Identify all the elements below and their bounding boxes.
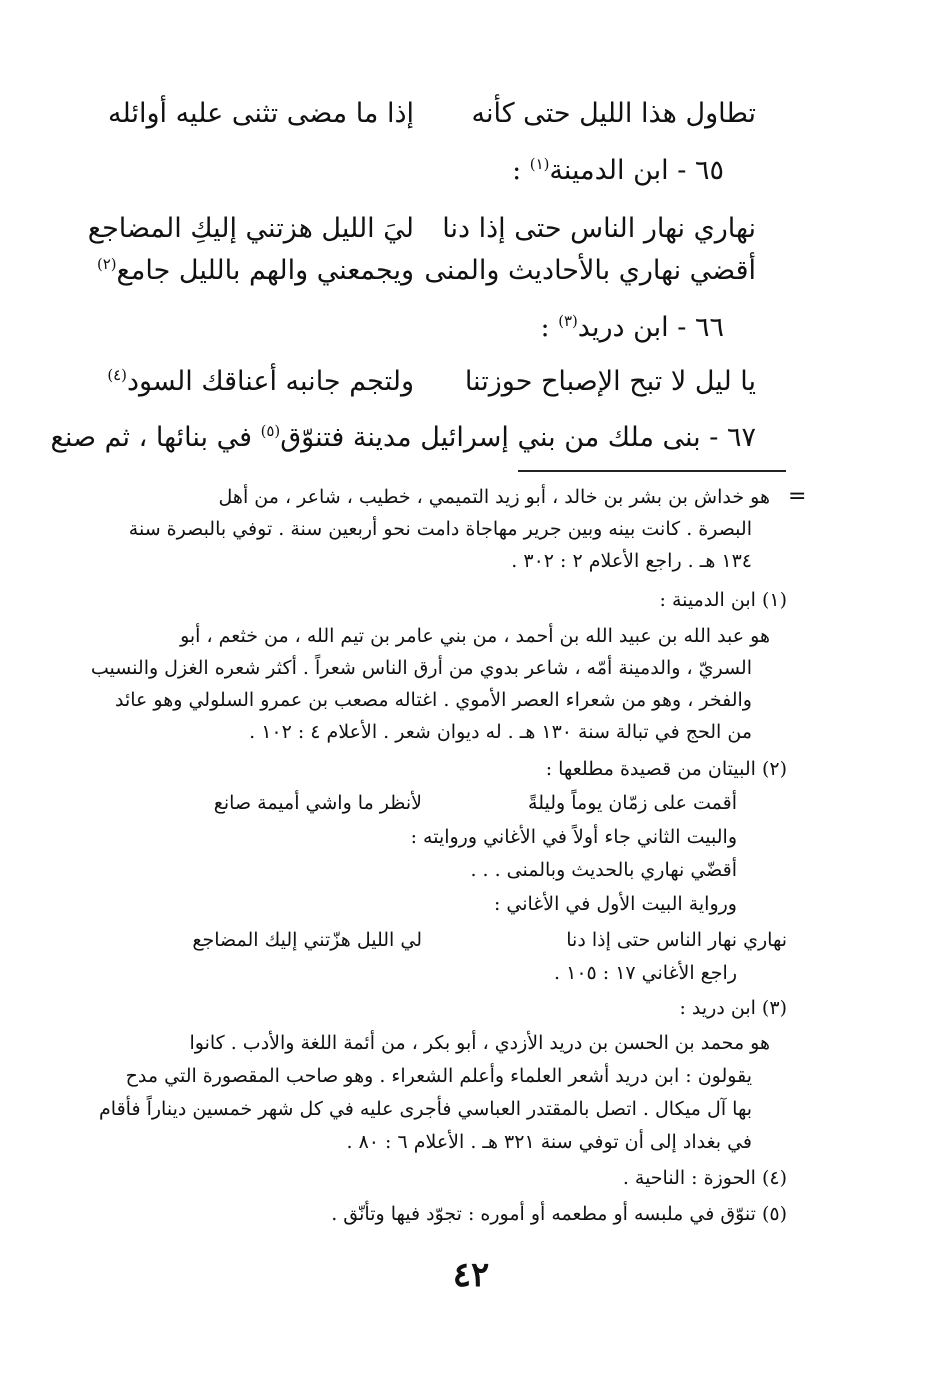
colon: : xyxy=(512,155,522,186)
footnote-2-verse2-right: نهاري نهار الناس حتى إذا دنا xyxy=(566,929,787,951)
footnote-ref: (٢) xyxy=(96,255,117,273)
footnote-ref: (٤) xyxy=(107,366,127,384)
footnote-5: (٥) تنوّق في ملبسه أو مطعمه أو أموره : تجوّد فيها وتأنّق . xyxy=(331,1203,787,1225)
page-number: ٤٢ xyxy=(452,1255,490,1295)
entry-number: ٦٥ - xyxy=(677,155,724,186)
footnote-1-line: من الحج في تبالة سنة ١٣٠ هـ . له ديوان شعر . الأعلام ٤ : ١٠٢ . xyxy=(249,721,752,743)
entry-text: ٦٧ - بنى ملك من بني إسرائيل مدينة فتنوّق xyxy=(280,422,756,453)
footnote-3-heading: (٣) ابن دريد : xyxy=(679,997,787,1019)
footnote-ref: (٣) xyxy=(558,312,578,330)
footnote-3-line: هو محمد بن الحسن بن دريد الأزدي ، أبو بكر ، من أئمة اللغة والأدب . كانوا xyxy=(189,1032,770,1054)
footnote-cont-line: البصرة . كانت بينه وبين جرير مهاجاة دامت نحو أربعين سنة . توفي بالبصرة سنة xyxy=(128,518,752,540)
footnote-2-verse-right: أقمت على زمّان يوماً وليلةً xyxy=(528,792,737,814)
verse-2b-right: أقضي نهاري بالأحاديث والمنى xyxy=(424,255,756,286)
entry-67-text xyxy=(51,422,756,453)
footnote-1-line: هو عبد الله بن عبيد الله بن أحمد ، من بني عامر بن تيم الله ، من خثعم ، أبو xyxy=(180,625,770,647)
verse-3-left xyxy=(107,366,414,397)
footnote-ref: (١) xyxy=(529,155,550,173)
footnote-2-line: ورواية البيت الأول في الأغاني : xyxy=(493,893,737,915)
footnote-2-line: راجع الأغاني ١٧ : ١٠٥ . xyxy=(554,962,737,984)
footnote-4: (٤) الحوزة : الناحية . xyxy=(622,1167,787,1189)
entry-text-cont: في بنائها ، ثم صنع xyxy=(50,422,253,453)
footnote-cont-line: هو خداش بن بشر بن خالد ، أبو زيد التميمي ، خطيب ، شاعر ، من أهل xyxy=(218,486,770,508)
entry-66-heading xyxy=(540,312,724,343)
footnote-divider xyxy=(518,470,786,472)
poet-name: ابن دريد xyxy=(577,312,669,343)
footnote-2-line: أقضّي نهاري بالحديث وبالمنى . . . xyxy=(470,859,737,881)
footnote-2-verse-left: لأنظر ما واشي أميمة صانع xyxy=(213,792,422,814)
verse-2a-left: ليَ الليل هزتني إليكِ المضاجع xyxy=(87,213,414,244)
continuation-mark: = xyxy=(788,484,807,509)
colon: : xyxy=(540,312,550,343)
entry-number: ٦٦ - xyxy=(677,312,724,343)
footnote-2-verse2-left: لي الليل هزّتني إليك المضاجع xyxy=(192,929,422,951)
footnote-3-line: يقولون : ابن دريد أشعر العلماء وأعلم الشعراء . وهو صاحب المقصورة التي مدح xyxy=(125,1065,752,1087)
footnote-2-line: والبيت الثاني جاء أولاً في الأغاني وروايته : xyxy=(410,826,737,848)
verse-2b-left xyxy=(97,255,414,286)
footnote-3-line: في بغداد إلى أن توفي سنة ٣٢١ هـ . الأعلام ٦ : ٨٠ . xyxy=(346,1131,752,1153)
footnote-1-line: والفخر ، وهو من شعراء العصر الأموي . اغتاله مصعب بن عمرو السلولي وهو عائد xyxy=(114,689,752,711)
footnote-3-line: بها آل ميكال . اتصل بالمقتدر العباسي فأجرى عليه في كل شهر خمسين ديناراً فأقام xyxy=(99,1098,752,1120)
entry-65-heading xyxy=(512,155,724,186)
verse-1-right: تطاول هذا الليل حتى كأنه xyxy=(471,98,756,129)
verse-1-left: إذا ما مضى تثنى عليه أوائله xyxy=(108,98,414,129)
footnote-1-line: السريّ ، والدمينة أمّه ، شاعر بدوي من أرق الناس شعراً . أكثر شعره الغزل والنسيب xyxy=(90,657,752,679)
footnote-1-heading: (١) ابن الدمينة : xyxy=(659,589,787,611)
verse-2a-right: نهاري نهار الناس حتى إذا دنا xyxy=(442,213,756,244)
poet-name: ابن الدمينة xyxy=(549,155,669,186)
verse-3-right: يا ليل لا تبح الإصباح حوزتنا xyxy=(464,366,756,397)
footnote-2-heading: (٢) البيتان من قصيدة مطلعها : xyxy=(545,758,787,780)
verse-text: ويجمعني والهم بالليل جامع xyxy=(116,255,414,286)
footnote-cont-line: ١٣٤ هـ . راجع الأعلام ٢ : ٣٠٢ . xyxy=(511,550,752,572)
footnote-ref: (٥) xyxy=(260,422,281,440)
verse-text: ولتجم جانبه أعناقك السود xyxy=(126,366,414,397)
